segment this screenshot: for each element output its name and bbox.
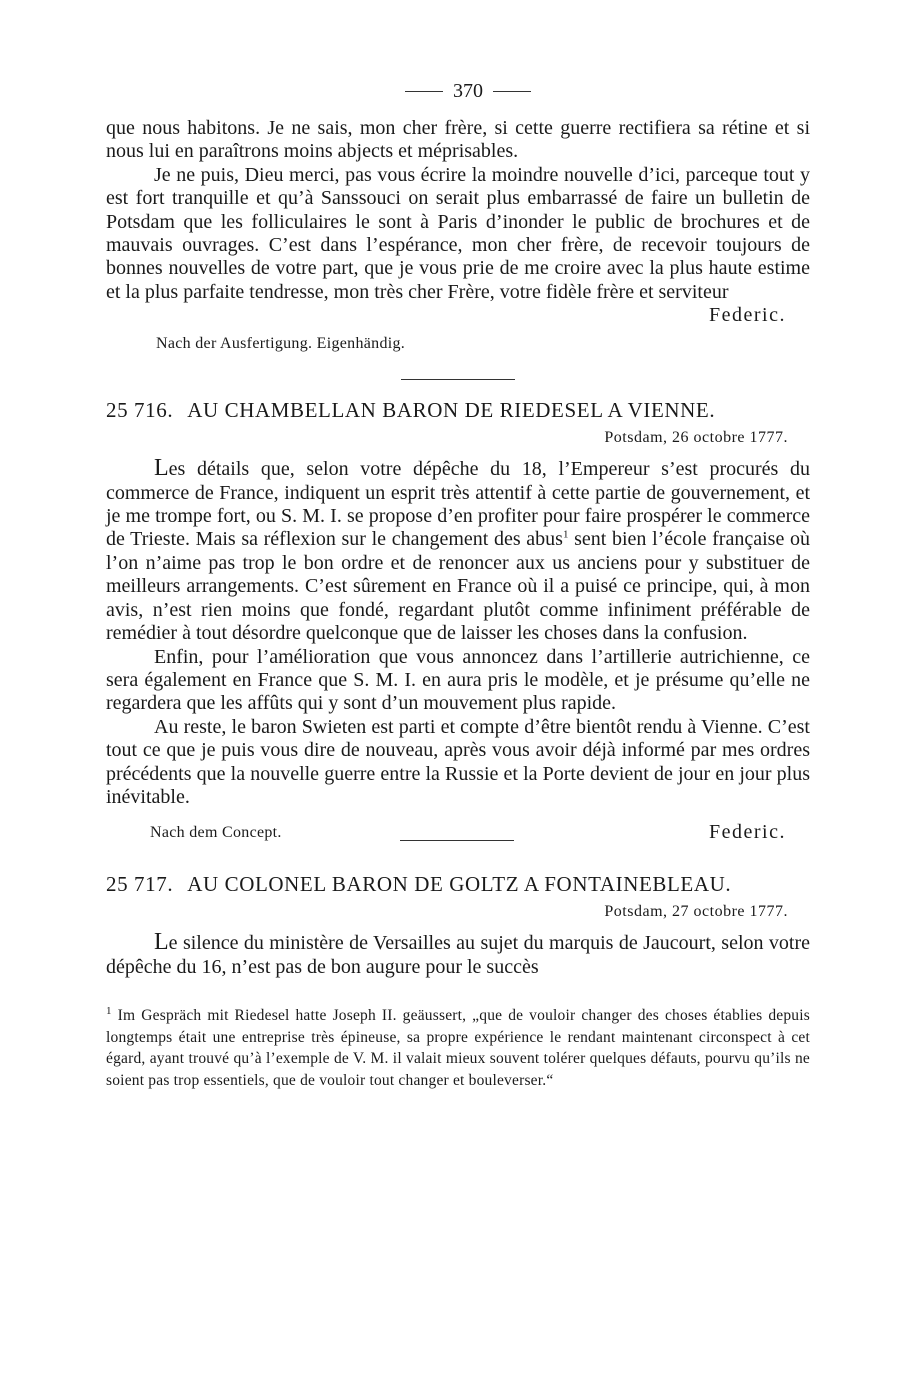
letter-source-note: Nach dem Concept.: [150, 823, 282, 841]
section-separator: [401, 379, 515, 380]
page-header: [126, 80, 810, 103]
footnote: [106, 1005, 810, 1091]
footnote-marker: 1: [106, 1005, 112, 1017]
letter-paragraph-3: Au reste, le baron Swieten est parti et compte d’être bientôt rendu à Vienne. C’est tout ce que je puis vous dire de nouveau, après vous avoir déjà informé par mes ordres précédents que la nouvelle guerre entre la Russie et la Porte devient de jour en jour plus inévitable.: [106, 715, 810, 808]
letter-signature: Federic.: [709, 821, 786, 844]
letter-heading-25716: [106, 398, 810, 423]
document-page: [106, 80, 810, 1092]
letter-title: AU COLONEL BARON DE GOLTZ A FONTAINEBLEAU.: [187, 872, 732, 897]
paragraph-text: es détails que, selon votre dépêche du 18, l’Empereur s’est procurés du commerce de France, indiquent un esprit très attentif à cette partie de gouvernement, et je me trompe fort, ou S. M. I. se propose d’en profiter pour faire prospérer le commerce de Trieste. Mais sa réflexion sur le changement des abus: [106, 458, 810, 551]
intro-signature: Federic.: [709, 304, 786, 327]
letter-paragraph-1: [106, 457, 810, 645]
letter-heading-25717: [106, 872, 810, 897]
footnote-text: Im Gespräch mit Riedesel hatte Joseph II. geäussert, „que de vouloir changer des choses établies depuis longtemps était une entreprise très épineuse, sa propre expérience le rendant maintenant circonspect à cet égard, ayant trouvé qu’à l’exemple de V. M. il valait mieux souvent tolérer quelques défauts, pourvu qu’ils ne soient pas trop essentiels, que de vouloir tout changer et bouleverser.“: [106, 1007, 810, 1089]
intro-paragraph-1: que nous habitons. Je ne sais, mon cher frère, si cette guerre rectifiera sa rétine et si nous lui en paraîtrons moins abjects et méprisables.: [106, 117, 810, 163]
paragraph-text: sent bien l’école française où l’on n’aime pas trop le bon ordre et de renoncer aux us anciens pour y substituer de meilleurs arrangements. C’est sûrement en France où il a puisé ce principe, qui, à mon avis, n’est rien moins que fondé, regardant plutôt comme infiniment préférable de remédier à tout désordre quelconque que de laisser les choses dans la confusion.: [106, 528, 810, 645]
letter-place-date: Potsdam, 26 octobre 1777.: [604, 429, 788, 447]
intro-signature-row: [106, 304, 810, 327]
letter-place-date: Potsdam, 27 octobre 1777.: [604, 903, 788, 921]
intro-source-note: Nach der Ausfertigung. Eigenhändig.: [156, 335, 406, 353]
letter-closing-25716: [106, 821, 810, 844]
letter-body-25716: [106, 457, 810, 809]
paragraph-text: e silence du ministère de Versailles au sujet du marquis de Jaucourt, selon votre dépêche du 16, n’est pas de bon augure pour le succès: [106, 932, 810, 978]
dropcap: L: [154, 929, 169, 956]
footnote-reference: 1: [562, 528, 569, 541]
header-dash-right: [493, 91, 531, 92]
letter-number: 25 716.: [106, 398, 174, 423]
letter-number: 25 717.: [106, 872, 174, 897]
letter-paragraph-2: Enfin, pour l’amélioration que vous annoncez dans l’artillerie autrichienne, ce sera également en France que S. M. I. en aura pris le modèle, et je présume qu’elle ne regardera que les affûts qui y sont d’un mouvement plus rapide.: [106, 645, 810, 715]
letter-body-25717: [106, 931, 810, 979]
dropcap: L: [154, 455, 169, 482]
page-number: 370: [453, 80, 483, 102]
letter-title: AU CHAMBELLAN BARON DE RIEDESEL A VIENNE.: [187, 398, 716, 423]
intro-paragraph-2: Je ne puis, Dieu merci, pas vous écrire la moindre nouvelle d’ici, parceque tout y est fort tranquille et qu’à Sanssouci on serait plus embarrassé de faire un bulletin de Potsdam que les folliculaires le sont à Paris d’inonder le public de brochures et de mauvais ouvrages. C’est dans l’espérance, mon cher frère, de recevoir toujours de bonnes nouvelles de votre part, que je vous prie de me croire avec la plus haute estime et la plus parfaite tendresse, mon très cher Frère, votre fidèle frère et serviteur: [106, 163, 810, 303]
section-separator: [400, 840, 514, 841]
header-dash-left: [405, 91, 443, 92]
letter-paragraph-1: [106, 931, 810, 979]
